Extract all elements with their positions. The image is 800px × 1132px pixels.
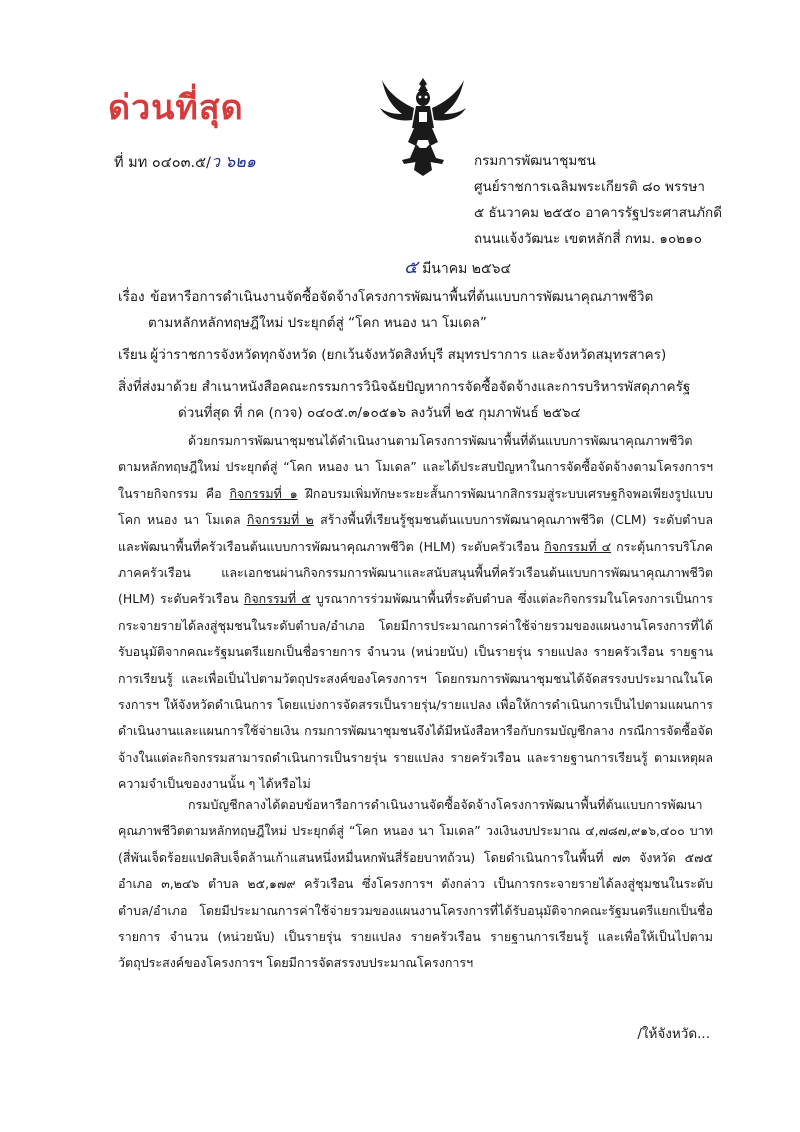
garuda-emblem-icon <box>378 74 468 178</box>
body-paragraph-2: กรมบัญชีกลางได้ตอบข้อหารือการดำเนินงานจัดซื้อจัดจ้างโครงการพัฒนาพื้นที่ต้นแบบการพัฒนาคุณภาพชีวิตตามหลักทฤษฎีใหม่ ประยุกต์สู่ “โคก หนอง นา โมเดล” วงเงินงบประมาณ ๔,๗๘๗,๙๑๖,๔๐๐ บาท (สี่พันเจ็ดร้อยแปดสิบเจ็ดล้านเก้าแสนหนึ่งหมื่นหกพันสี่ร้อยบาทถ้วน) โดยดำเนินการในพื้นที่ ๗๓ จังหวัด ๕๗๕ อำเภอ ๓,๒๔๖ ตำบล ๒๕,๑๗๙ ครัวเรือน ซึ่งโครงการฯ ดังกล่าว เป็นการกระจายรายได้ลงสู่ชุมชนในระดับตำบล/อำเภอ โดยมีประมาณการค่าใช้จ่ายรวมของแผนงานโครงการที่ได้รับอนุมัติจากคณะรัฐมนตรีแยกเป็นชื่อรายการ จำนวน (หน่วยนับ) เป็นรายรุ่น รายแปลง รายครัวเรือน รายฐานการเรียนรู้ และเพื่อให้เป็นไปตามวัตถุประสงค์ของโครงการฯ โดยมีการจัดสรรงบประมาณโครงการฯ <box>118 797 713 971</box>
activity-1-label: กิจกรรมที่ ๑ <box>229 485 298 501</box>
paragraph-text: สร้างพื้นที่เรียนรู้ชุมชนต้นแบบการพัฒนาคุณภาพชีวิต (CLM) ระดับตำบล และพัฒนาพื้นที่ครัวเรือนต้นแบบการพัฒนาคุณภาพชีวิต (HLM) ระดับครัวเรือน <box>118 512 714 554</box>
recipient-label: เรียน <box>118 347 148 363</box>
paragraph-text: ด้วยกรมการพัฒนาชุมชนได้ดำเนินงานตามโครงการพัฒนาพื้นที่ต้นแบบการพัฒนาคุณภาพชีวิตตามหลักทฤษฎีใหม่ ประยุกต์สู่ “โคก หนอง นา โมเดล” และได้ประสบปัญหาในการจัดซื้อจัดจ้างตามโครงการฯ ในรายกิจกรรม คือ <box>118 433 713 501</box>
paragraph-text: ฝึกอบรมเพิ่มทักษะระยะสั้นการพัฒนากสิกรรมสู่ระบบเศรษฐกิจพอเพียงรูปแบบ โคก หนอง นา โมเดล <box>118 485 713 528</box>
sender-address <box>474 148 722 252</box>
document-number-prefix: ที่ มท ๐๔๐๓.๕/ <box>114 155 211 171</box>
paragraph-text: กระตุ้นการบริโภคภาคครัวเรือน และเอกชนผ่านกิจกรรมการพัฒนาและสนับสนุนพื้นที่ครัวเรือนต้นแบบการพัฒนาคุณภาพชีวิต (HLM) ระดับครัวเรือน <box>118 538 713 607</box>
address-line: ๕ ธันวาคม ๒๕๕๐ อาคารรัฐประศาสนภักดี <box>474 205 723 221</box>
recipient-text: ผู้ว่าราชการจังหวัดทุกจังหวัด (ยกเว้นจังหวัดสิงห์บุรี สมุทรปราการ และจังหวัดสมุทรสาคร) <box>150 347 667 363</box>
document-number <box>114 150 256 175</box>
date-month-year: มีนาคม ๒๕๖๔ <box>422 261 512 277</box>
enclosure-text: สำเนาหนังสือคณะกรรมการวินิจฉัยปัญหาการจัดซื้อจัดจ้างและการบริหารพัสดุภาครัฐ <box>201 379 691 395</box>
enclosure-line <box>118 374 690 400</box>
address-line: ถนนแจ้งวัฒนะ เขตหลักสี่ กทม. ๑๐๒๑๐ <box>474 231 702 247</box>
subject-line <box>118 284 653 310</box>
activity-2-label: กิจกรรมที่ ๒ <box>246 512 314 528</box>
subject-text: ข้อหารือการดำเนินงานจัดซื้อจัดจ้างโครงการพัฒนาพื้นที่ต้นแบบการพัฒนาคุณภาพชีวิต <box>150 289 654 305</box>
address-line: ศูนย์ราชการเฉลิมพระเกียรติ ๘๐ พรรษา <box>474 179 705 195</box>
document-date <box>404 252 511 281</box>
document-number-handwritten: ว ๖๒๑ <box>210 152 256 171</box>
subject-line-2: ตามหลักหลักทฤษฎีใหม่ ประยุกต์สู่ “โคก หนอง นา โมเดล” <box>148 315 487 331</box>
continuation-marker: /ให้จังหวัด... <box>637 1026 710 1042</box>
activity-5-label: กิจกรรมที่ ๕ <box>243 591 311 607</box>
address-line: กรมการพัฒนาชุมชน <box>474 153 596 169</box>
subject-label: เรื่อง <box>118 289 145 305</box>
body-paragraph-1 <box>118 428 713 798</box>
date-day-handwritten: ๕ <box>404 257 418 278</box>
enclosure-label: สิ่งที่ส่งมาด้วย <box>118 379 198 395</box>
urgency-stamp: ด่วนที่สุด <box>108 88 244 128</box>
recipient-line <box>118 342 666 368</box>
paragraph-text: บูรณาการร่วมพัฒนาพื้นที่ระดับตำบล ซึ่งแต่ละกิจกรรมในโครงการเป็นการกระจายรายได้ลงสู่ชุมชนในระดับตำบล/อำเภอ โดยมีการประมาณการค่าใช้จ่ายรวมของแผนงานโครงการที่ได้รับอนุมัติจากคณะรัฐมนตรีแยกเป็นชื่อรายการ จำนวน (หน่วยนับ) เป็นรายรุ่น รายแปลง รายครัวเรือน รายฐานการเรียนรู้ และเพื่อเป็นไปตามวัตถุประสงค์ของโครงการฯ โดยกรมการพัฒนาชุมชนได้จัดสรรงบประมาณในโครงการฯ ให้จังหวัดดำเนินการ โดยแบ่งการจัดสรรเป็นรายรุ่น/รายแปลง เพื่อให้การดำเนินการเป็นไปตามแผนการดำเนินงานและแผนการใช้จ่ายเงิน กรมการพัฒนาชุมชนจึงได้มีหนังสือหารือกับกรมบัญชีกลาง กรณีการจัดซื้อจัดจ้างในแต่ละกิจกรรมสามารถดำเนินการเป็นรายรุ่น รายแปลง รายครัวเรือน และรายฐานการเรียนรู้ ตามเหตุผลความจำเป็นของงานนั้น ๆ ได้หรือไม่ <box>118 591 713 792</box>
activity-4-label: กิจกรรมที่ ๔ <box>544 538 612 554</box>
enclosure-line-2: ด่วนที่สุด ที่ กค (กวจ) ๐๔๐๕.๓/๑๐๕๑๖ ลงวันที่ ๒๕ กุมภาพันธ์ ๒๕๖๔ <box>178 405 581 421</box>
